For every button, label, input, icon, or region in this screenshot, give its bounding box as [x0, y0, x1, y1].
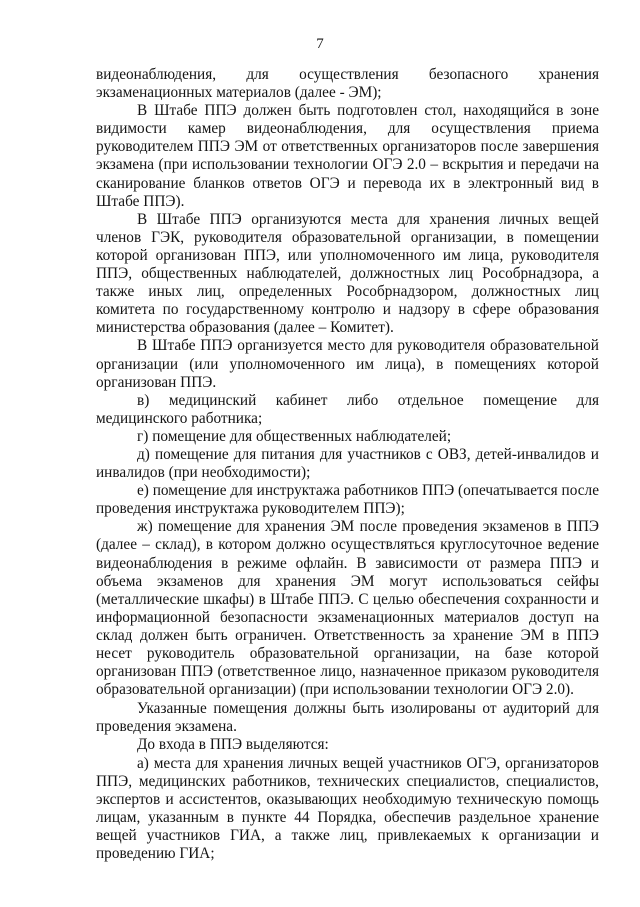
list-item-e: е) помещение для инструктажа работников ППЭ (опечатывается после проведения инструктажа руководителем ППЭ); [96, 482, 599, 518]
paragraph: видеонаблюдения, для осуществления безопасного хранения экзаменационных материалов (далее - ЭМ); [96, 66, 599, 102]
document-body [96, 66, 599, 863]
page-number: 7 [316, 36, 324, 52]
paragraph: В Штабе ППЭ организуются места для хранения личных вещей членов ГЭК, руководителя образовательной организации, в помещении которой организован ППЭ, или уполномоченного им лица, руководителя ППЭ, общественных наблюдателей, должностных лиц Рособрнадзора, а также иных лиц, определенных Рособрнадзором, должностных лиц комитета по государственному контролю и надзору в сфере образования министерства образования (далее – Комитет). [96, 210, 599, 337]
list-item-zh: ж) помещение для хранения ЭМ после проведения экзаменов в ППЭ (далее – склад), в котором должно осуществляться круглосуточное ведение видеонаблюдения в режиме офлайн. В зависимости от размера ППЭ и объема экзаменов для хранения ЭМ могут использоваться сейфы (металлические шкафы) в Штабе ППЭ. С целью обеспечения сохранности и информационной безопасности экзаменационных материалов доступ на склад должен быть ограничен. Ответственность за хранение ЭМ в ППЭ несет руководитель образовательной организации, на базе которой организован ППЭ (ответственное лицо, назначенное приказом руководителя образовательной организации) (при использовании технологии ОГЭ 2.0). [96, 518, 599, 699]
paragraph: В Штабе ППЭ организуется место для руководителя образовательной организации (или уполномоченного им лица), в помещениях которой организован ППЭ. [96, 337, 599, 391]
list-item-v: в) медицинский кабинет либо отдельное помещение для медицинского работника; [96, 391, 599, 427]
list-item-d: д) помещение для питания для участников с ОВЗ, детей-инвалидов и инвалидов (при необходимости); [96, 445, 599, 482]
list-item-a: а) места для хранения личных вещей участников ОГЭ, организаторов ППЭ, медицинских работников, технических специалистов, специалистов, экспертов и ассистентов, оказывающих необходимую техническую помощь лицам, указанным в пункте 44 Порядка, обеспечив раздельное хранение вещей участников ГИА, а также лиц, привлекаемых к организации и проведению ГИА; [96, 754, 599, 863]
paragraph: Указанные помещения должны быть изолированы от аудиторий для проведения экзамена. [96, 700, 599, 736]
paragraph: В Штабе ППЭ должен быть подготовлен стол, находящийся в зоне видимости камер видеонаблюдения, для осуществления приема руководителем ППЭ ЭМ от ответственных организаторов после завершения экзамена (при использовании технологии ОГЭ 2.0 – вскрытия и передачи на сканирование бланков ответов ОГЭ и перевода их в электронный вид в Штабе ППЭ). [96, 102, 599, 210]
list-item-g: г) помещение для общественных наблюдателей; [137, 427, 452, 445]
paragraph: До входа в ППЭ выделяются: [137, 736, 329, 754]
